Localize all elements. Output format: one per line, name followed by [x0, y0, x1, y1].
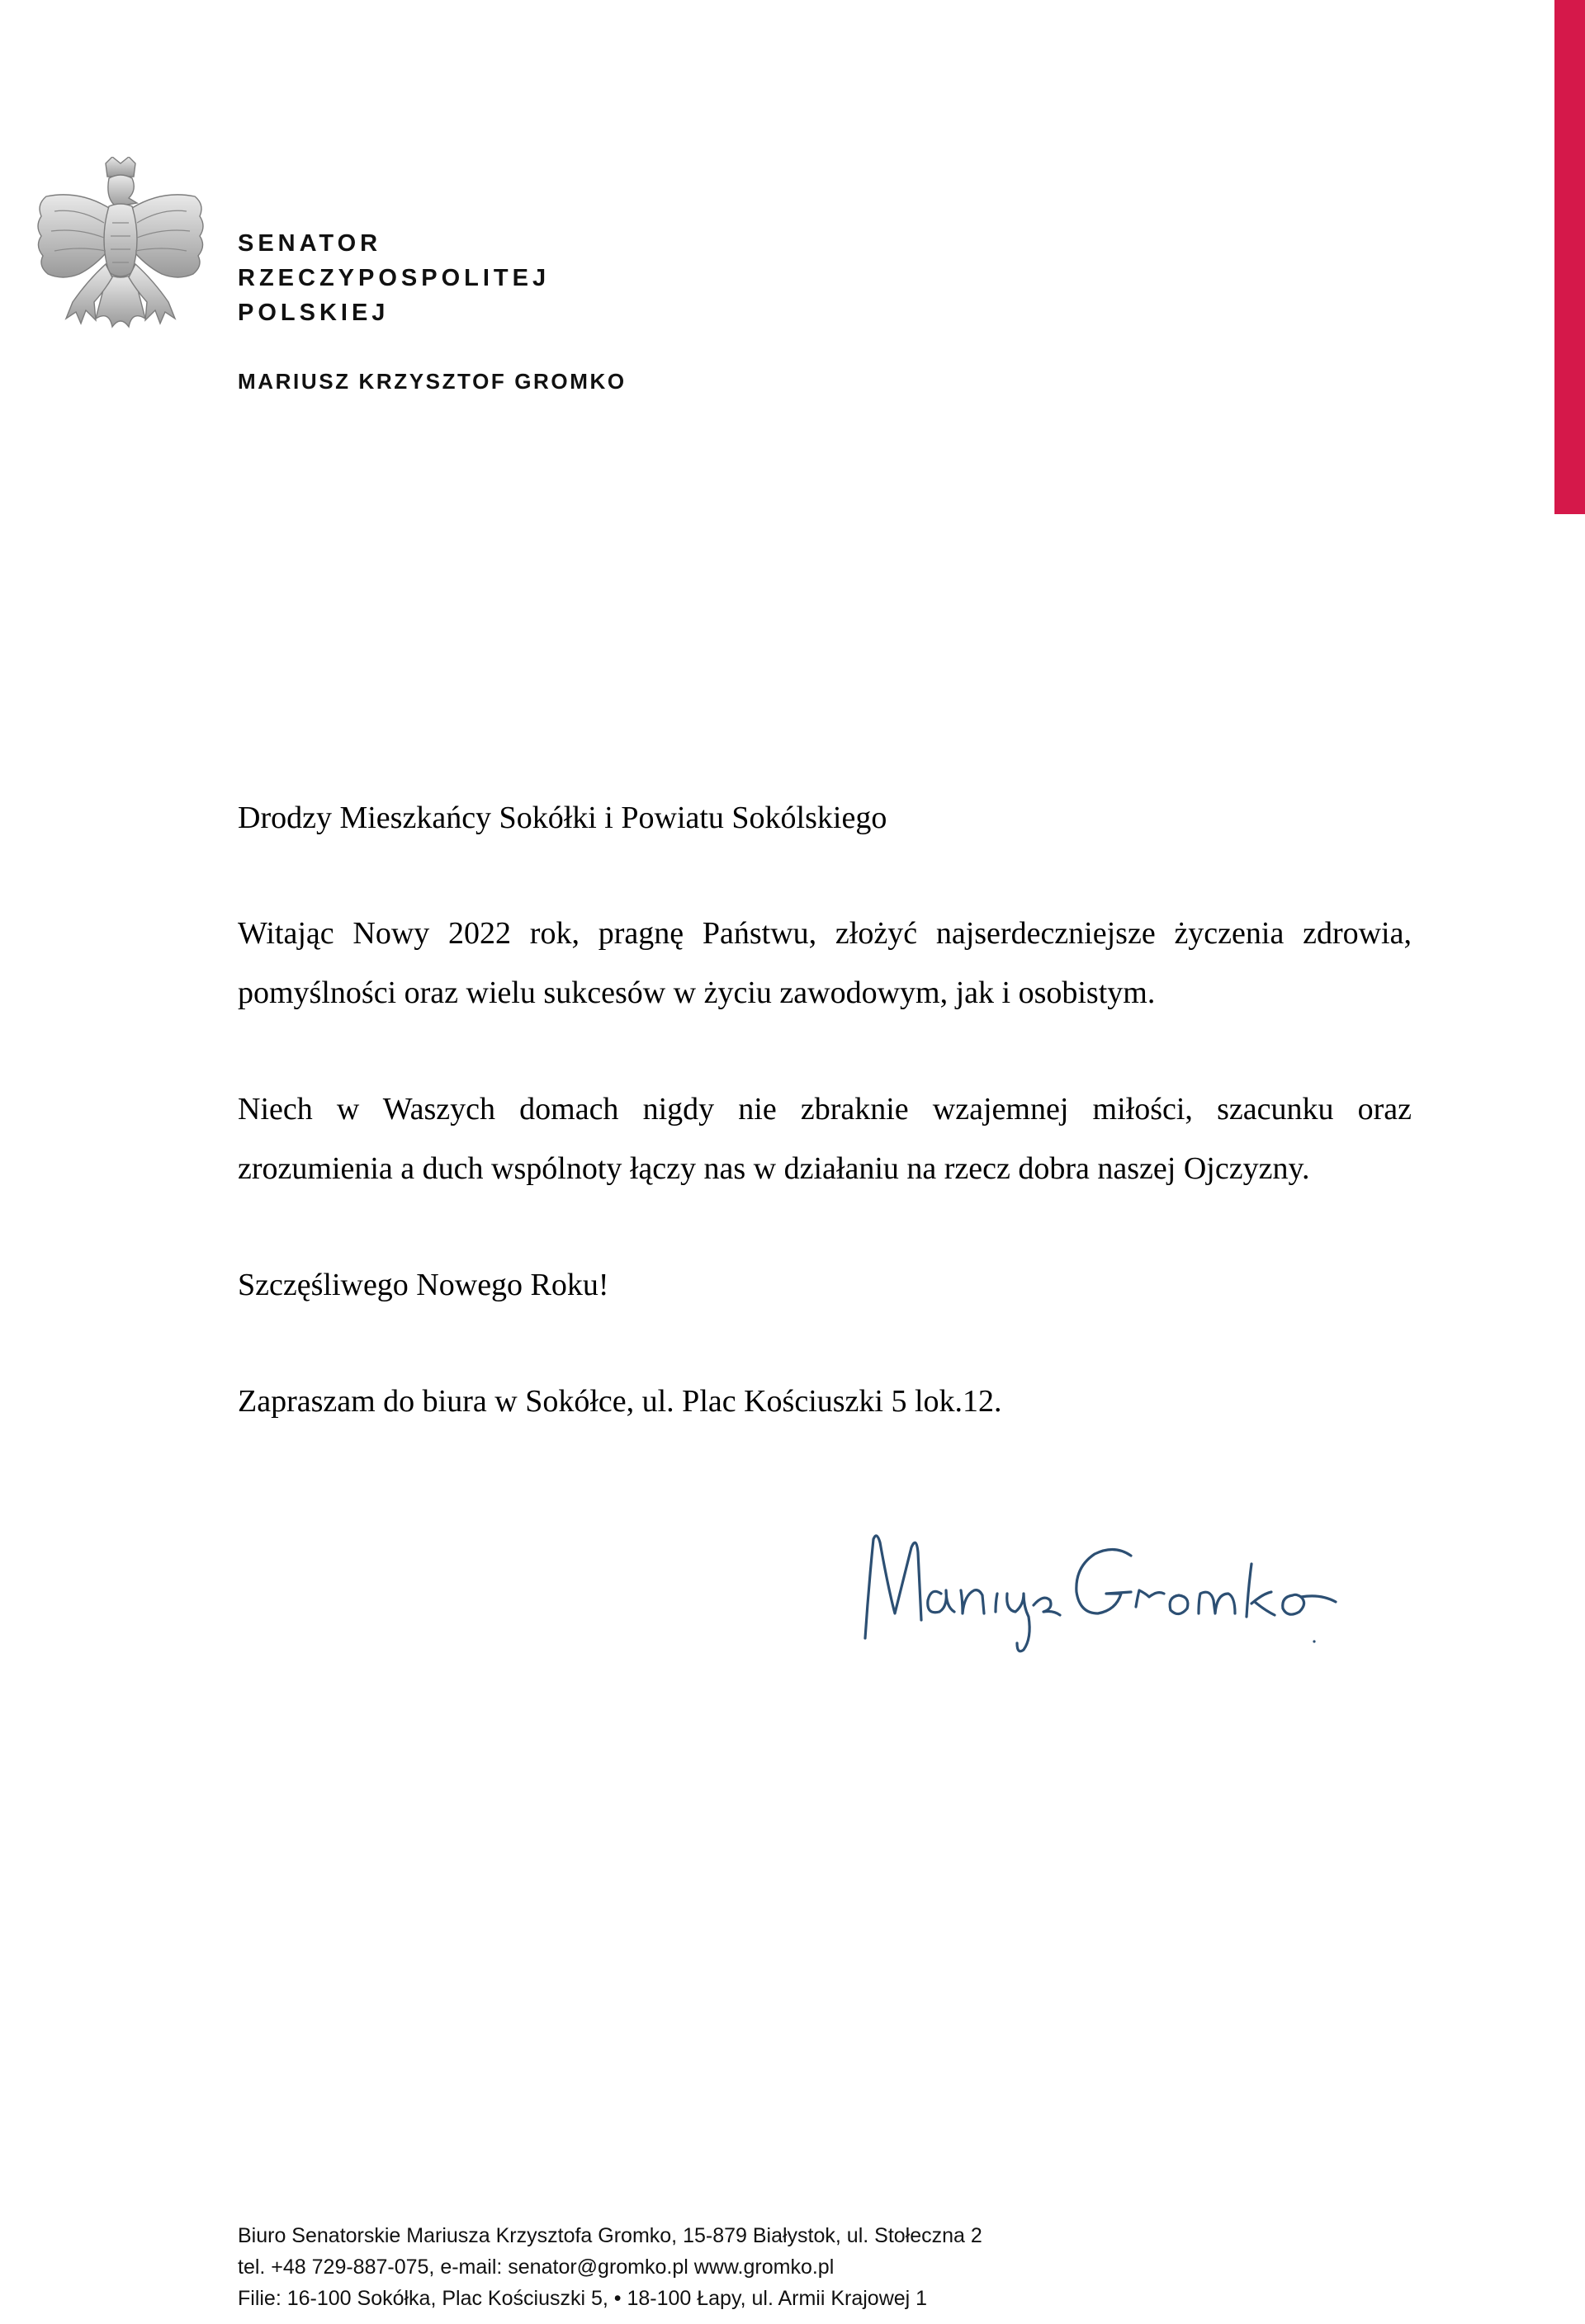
letter-greeting: Drodzy Mieszkańcy Sokółki i Powiatu Sokólskiego [238, 801, 887, 835]
letter-paragraph-3: Szczęśliwego Nowego Roku! [238, 1268, 609, 1302]
footer-contact-line: tel. +48 729-887-075, e-mail: senator@gromko.pl www.gromko.pl [238, 2256, 835, 2279]
senator-title-line3: POLSKIEJ [238, 300, 390, 326]
letter-paragraph-1: Witając Nowy 2022 rok, pragnę Państwu, złożyć najserdeczniejsze życzenia zdrowia, pomyślności oraz wielu sukcesów w życiu zawodowym, jak i osobistym. [238, 916, 1412, 1010]
letter-paragraph-2: Niech w Waszych domach nigdy nie zbraknie wzajemnej miłości, szacunku oraz zrozumienia a duch wspólnoty łączy nas w działaniu na rzecz dobra naszej Ojczyzny. [238, 1092, 1412, 1186]
red-accent-bar [1554, 0, 1585, 514]
polish-eagle-emblem-icon [30, 157, 211, 355]
senator-name: MARIUSZ KRZYSZTOF GROMKO [238, 369, 627, 394]
letter-body [238, 788, 1412, 1488]
senator-title [238, 226, 550, 330]
footer-branches: Filie: 16-100 Sokółka, Plac Kościuszki 5, • 18-100 Łapy, ul. Armii Krajowej 1 [238, 2287, 928, 2310]
footer-office-address: Biuro Senatorskie Mariusza Krzysztofa Gromko, 15-879 Białystok, ul. Stołeczna 2 [238, 2224, 982, 2247]
senator-title-line1: SENATOR [238, 230, 382, 257]
letter-paragraph-4: Zapraszam do biura w Sokółce, ul. Plac Kościuszki 5 lok.12. [238, 1384, 1002, 1419]
footer-contact [238, 2220, 982, 2314]
senator-title-line2: RZECZYPOSPOLITEJ [238, 265, 551, 291]
handwritten-signature [859, 1514, 1403, 1655]
